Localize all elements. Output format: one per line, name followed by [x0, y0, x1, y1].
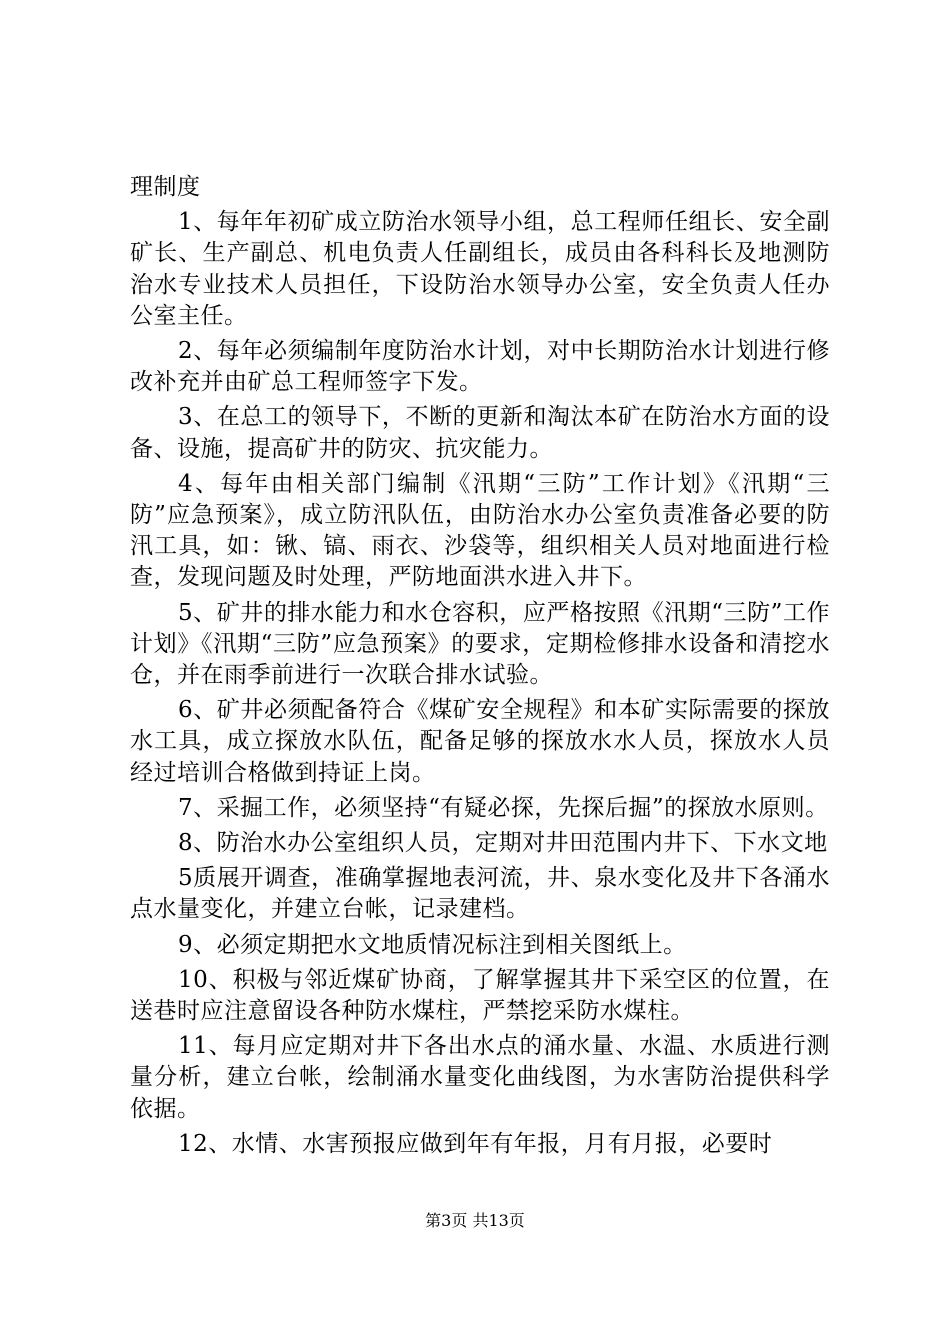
paragraph-9: 9、必须定期把水文地质情况标注到相关图纸上。	[178, 931, 687, 958]
paragraph-1: 1、每年年初矿成立防治水领导小组，总工程师任组长、安全副矿长、生产副总、机电负责人任副组长，成员由各科科长及地测防治水专业技术人员担任，下设防治水领导办公室，安全负责人任办公室主任。	[130, 209, 830, 329]
paragraph-8-continued: 5质展开调查，准确掌握地表河流，井、泉水变化及井下各涌水点水量变化，并建立台帐，记录建档。	[130, 865, 830, 923]
paragraph-6: 6、矿井必须配备符合《煤矿安全规程》和本矿实际需要的探放水工具，成立探放水队伍，配备足够的探放水水人员，探放水人员经过培训合格做到持证上岗。	[130, 697, 830, 786]
paragraph-10: 10、积极与邻近煤矿协商，了解掌握其井下采空区的位置，在送巷时应注意留设各种防水煤柱，严禁挖采防水煤柱。	[130, 966, 830, 1025]
paragraph-7: 7、采掘工作，必须坚持“有疑必探，先探后掘”的探放水原则。	[178, 794, 829, 821]
paragraph-12: 12、水情、水害预报应做到年有年报，月有月报，必要时	[178, 1130, 773, 1157]
paragraph-11: 11、每月应定期对井下各出水点的涌水量、水温、水质进行测量分析，建立台帐，绘制涌水量变化曲线图，为水害防治提供科学依据。	[130, 1033, 830, 1122]
page-footer: 第3页 共13页	[425, 1211, 525, 1230]
paragraph-heading-fragment: 理制度	[130, 174, 201, 200]
paragraph-3: 3、在总工的领导下，不断的更新和淘汰本矿在防治水方面的设备、设施，提高矿井的防灾、抗灾能力。	[130, 404, 830, 462]
paragraph-2: 2、每年必须编制年度防治水计划，对中长期防治水计划进行修改补充并由矿总工程师签字下发。	[130, 338, 830, 396]
paragraph-8: 8、防治水办公室组织人员，定期对井田范围内井下、下水文地	[178, 830, 828, 857]
paragraph-5: 5、矿井的排水能力和水仓容积，应严格按照《汛期“三防”工作计划》《汛期“三防”应急预案》的要求，定期检修排水设备和清挖水仓，并在雨季前进行一次联合排水试验。	[130, 599, 830, 689]
document-body	[130, 172, 830, 1164]
paragraph-4: 4、每年由相关部门编制《汛期“三防”工作计划》《汛期“三防”应急预案》，成立防汛队伍，由防治水办公室负责准备必要的防汛工具，如：锹、镐、雨衣、沙袋等，组织相关人员对地面进行检查，发现问题及时处理，严防地面洪水进入井下。	[130, 470, 830, 591]
